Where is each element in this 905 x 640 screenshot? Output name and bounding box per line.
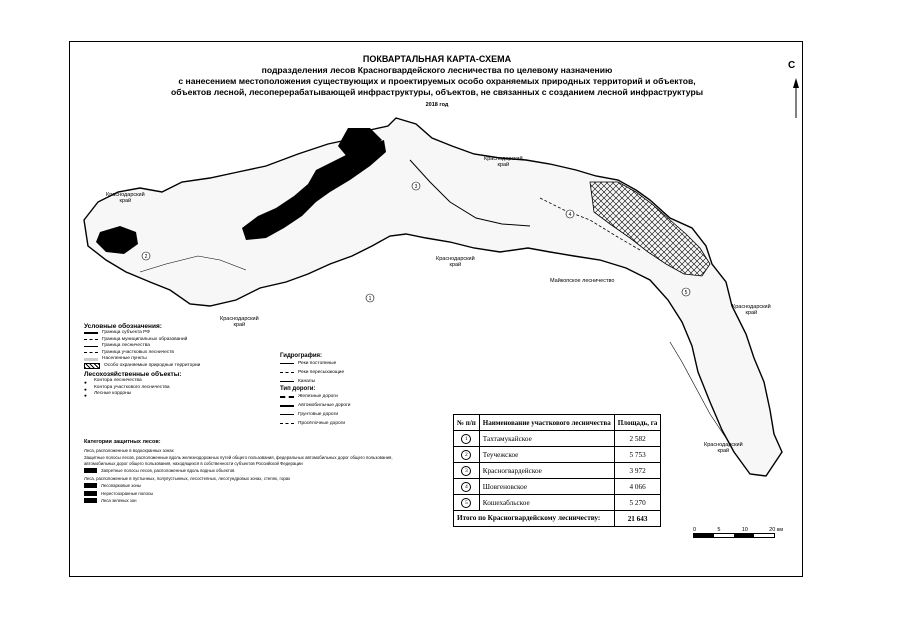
legend-row <box>280 410 400 419</box>
row-area: 4 066 <box>614 479 661 495</box>
legend-item: Реки постоянные <box>298 360 337 366</box>
title-line-1: ПОКВАРТАЛЬНАЯ КАРТА-СХЕМА <box>362 54 512 64</box>
scale-tick: 20 км <box>769 527 783 533</box>
legend-row <box>280 419 400 428</box>
svg-text:4: 4 <box>568 212 572 218</box>
table-row <box>454 495 661 511</box>
header-area: Площадь, га <box>614 415 661 431</box>
total-label: Итого по Красногвардейскому лесничеству: <box>454 511 615 527</box>
row-name: Кошехабльское <box>479 495 614 511</box>
scale-tick: 10 <box>741 527 748 533</box>
label-krai-4: Краснодарский край <box>220 316 259 328</box>
label-krai-1: Краснодарский край <box>106 192 145 204</box>
map-sheet <box>69 41 803 577</box>
table-total-row <box>454 511 661 527</box>
legend-item: Контора участкового лесничества <box>94 384 170 390</box>
categories-heading: Категории защитных лесов: <box>84 439 161 445</box>
legend-item: Граница муниципальных образований <box>102 336 188 342</box>
category-row <box>84 498 414 504</box>
label-krai-3: Краснодарский край <box>436 256 475 268</box>
row-num: 2 <box>461 450 471 460</box>
legend-heading: Условные обозначения: <box>84 323 162 330</box>
legend-item: Грунтовые дороги <box>298 411 339 417</box>
legend-item: Граница лесничества <box>102 343 150 349</box>
district-marker-1 <box>366 294 374 302</box>
legend-item: Реки пересыхающие <box>298 369 345 375</box>
legend-row <box>280 377 400 386</box>
category-row <box>84 491 414 497</box>
row-num: 1 <box>461 434 471 444</box>
legend-row <box>280 392 400 401</box>
category-item: Лесопарковые зоны <box>101 483 141 488</box>
title-line-4: объектов лесной, лесоперерабатывающей инфраструктуры, объектов, не связанных с созданием лесной инфраструктуры <box>170 87 704 97</box>
legend-row: ● Контора лесничества <box>84 378 142 387</box>
category-row <box>84 476 414 482</box>
hydro-heading: Гидрография: <box>280 353 323 359</box>
row-area: 2 582 <box>614 431 661 447</box>
legend-item: Железные дороги <box>298 393 338 399</box>
header-name: Наименование участкового лесничества <box>479 415 614 431</box>
legend-item: Контора лесничества <box>94 378 142 384</box>
category-row <box>84 455 414 466</box>
row-area: 5 753 <box>614 447 661 463</box>
category-item: Леса, расположенные в водоохранных зонах <box>84 447 174 453</box>
label-krai-2: Краснодарский край <box>484 156 523 168</box>
svg-text:2: 2 <box>144 254 148 260</box>
svg-text:3: 3 <box>414 184 418 190</box>
row-num: 5 <box>461 498 471 508</box>
legend-item: Автомобильные дороги <box>298 402 351 408</box>
legend-item: Лесные кордоны <box>94 391 132 397</box>
area-table <box>453 414 661 527</box>
label-krai-5: Краснодарский край <box>732 304 771 316</box>
category-item: Запретные полосы лесов, расположенные вдоль водных объектов <box>101 468 235 473</box>
row-name: Красногвардейское <box>479 463 614 479</box>
category-row <box>84 448 414 454</box>
label-maykop: Майкопское лесничество <box>550 278 615 284</box>
row-name: Шовгеновское <box>479 479 614 495</box>
map-year: 2018 год <box>425 102 449 108</box>
table-row <box>454 479 661 495</box>
legend-row <box>280 401 400 410</box>
row-name: Теучежское <box>479 447 614 463</box>
legend-row: ● Контора участкового лесничества <box>84 384 170 393</box>
roads-heading: Тип дороги: <box>280 386 316 392</box>
svg-text:1: 1 <box>368 296 372 302</box>
scale-tick: 5 <box>717 527 721 533</box>
row-area: 5 270 <box>614 495 661 511</box>
hydro-legend <box>280 353 400 428</box>
category-item: Леса, расположенные в пустынных, полупустынных, лесостепных, лесотундровых зонах, степях, горах <box>84 475 291 481</box>
total-area: 21 643 <box>614 511 661 527</box>
title-line-3: с нанесением местоположения существующих и проектируемых особо охраняемых природных территорий и объектов, <box>178 76 696 86</box>
header-num: № п/п <box>454 415 480 431</box>
category-row <box>84 468 414 474</box>
forest-categories <box>84 440 414 506</box>
forestry-boundary <box>84 118 782 476</box>
district-marker-3 <box>412 182 420 190</box>
legend-row <box>280 368 400 377</box>
svg-text:5: 5 <box>684 290 688 296</box>
row-num: 4 <box>461 482 471 492</box>
legend-item: Граница участковых лесничеств <box>102 349 174 355</box>
legend-item: Каналы <box>298 378 316 384</box>
legend-row <box>280 359 400 368</box>
category-item: Защитные полосы лесов, расположенные вдоль железнодорожных путей общего пользования, федеральных автомобильных дорог общего пользования, автомобильных дорог общего пользования, находящихся в собственности субъектов Российской Федерации <box>84 455 393 466</box>
table-row <box>454 463 661 479</box>
legend-row: ● Лесные кордоны <box>84 391 132 400</box>
legend-item: Населенные пункты <box>102 356 147 362</box>
category-item: Леса зеленых зон <box>101 498 137 503</box>
category-row <box>84 483 414 489</box>
north-arrow-head <box>793 78 799 88</box>
title-line-2: подразделения лесов Красногвардейского лесничества по целевому назначению <box>261 65 613 75</box>
legend-item: Просёлочные дороги <box>298 420 346 426</box>
district-marker-2 <box>142 252 150 260</box>
label-krai-6: Краснодарский край <box>704 442 743 454</box>
row-num: 3 <box>461 466 471 476</box>
row-area: 3 972 <box>614 463 661 479</box>
legend-item: Граница субъекта РФ <box>102 330 150 336</box>
legend-item: Особо охраняемые природные территории <box>104 362 201 368</box>
scale-tick: 0 <box>693 527 697 533</box>
table-row <box>454 447 661 463</box>
district-marker-5 <box>682 288 690 296</box>
scale-bar <box>693 527 783 538</box>
category-item: Нерестоохранные полосы <box>101 490 154 496</box>
objects-heading: Лесохозяйственные объекты: <box>84 371 182 378</box>
district-marker-4 <box>566 210 574 218</box>
north-label: С <box>788 60 796 71</box>
table-row <box>454 431 661 447</box>
row-name: Тахтамукайское <box>479 431 614 447</box>
